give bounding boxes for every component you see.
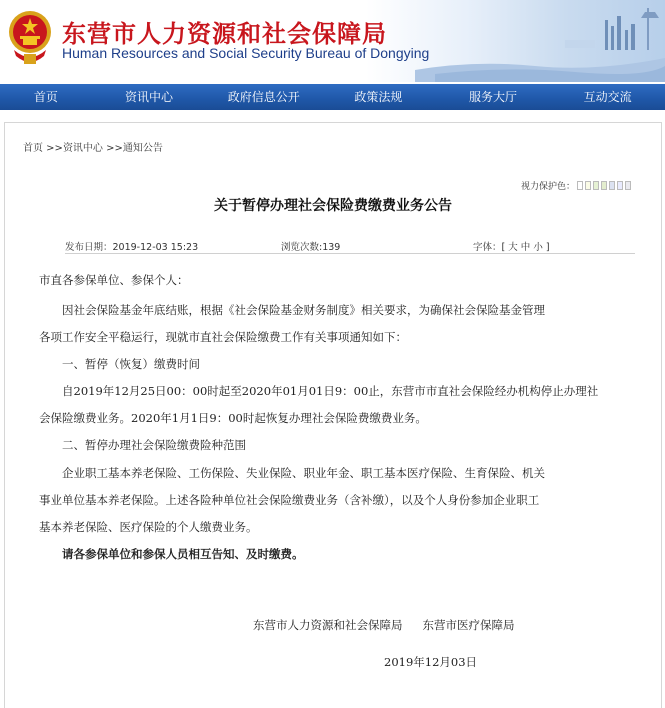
header-landscape-illustration xyxy=(415,0,665,82)
nav-item-home[interactable]: 首页 xyxy=(33,90,58,104)
article-paragraph: 会保险缴费业务。2020年1月1日9：00时起恢复办理社会保险费缴费业务。 xyxy=(39,411,427,425)
article-paragraph: 市直各参保单位、参保个人： xyxy=(39,273,189,287)
vision-swatch[interactable] xyxy=(577,181,583,190)
vision-swatch[interactable] xyxy=(625,181,631,190)
breadcrumb xyxy=(23,139,163,154)
vision-swatch[interactable] xyxy=(593,181,599,190)
breadcrumb-home[interactable]: 首页 xyxy=(23,143,43,154)
signer-hr-bureau: 东营市人力资源和社会保障局 xyxy=(253,618,403,632)
nav-item-service-hall[interactable]: 服务大厅 xyxy=(469,90,518,104)
vision-protection-label: 视力保护色： xyxy=(521,182,576,192)
publish-date: 发布日期：2019-12-03 15:23 xyxy=(65,242,199,253)
article-paragraph: 自2019年12月25日00：00时起至2020年01月01日9：00止，东营市市直社会保险经办机构停止办理社 xyxy=(39,384,599,398)
article-meta xyxy=(65,237,635,254)
article-paragraph: 二、暂停办理社会保险缴费险种范围 xyxy=(39,438,246,452)
content-frame xyxy=(4,122,662,708)
nav-item-gov-info[interactable]: 政府信息公开 xyxy=(227,90,300,104)
site-header xyxy=(0,0,665,82)
national-emblem-icon xyxy=(6,6,54,68)
vision-swatch[interactable] xyxy=(601,181,607,190)
sign-date: 2019年12月03日 xyxy=(384,655,478,669)
site-title-en: Human Resources and Social Security Bureau of Dongying xyxy=(62,45,430,61)
site-title-cn: 东营市人力资源和社会保障局 xyxy=(62,20,387,48)
breadcrumb-separator: >> xyxy=(102,143,123,154)
article-paragraph: 一、暂停（恢复）缴费时间 xyxy=(39,357,200,371)
article-title: 关于暂停办理社会保险费缴费业务公告 xyxy=(214,198,452,214)
article-paragraph: 事业单位基本养老保险。上述各险种单位社会保险缴费业务（含补缴），以及个人身份参加企业职工 xyxy=(39,493,540,507)
article-paragraph: 基本养老保险、医疗保险的个人缴费业务。 xyxy=(39,520,258,534)
vision-protection-bar xyxy=(521,179,631,192)
font-size-bracket: ] xyxy=(545,242,550,253)
article-paragraph: 企业职工基本养老保险、工伤保险、失业保险、职业年金、职工基本医疗保险、生育保险、机关 xyxy=(39,466,545,480)
nav-item-interaction[interactable]: 互动交流 xyxy=(583,90,632,104)
breadcrumb-separator: >> xyxy=(43,143,63,154)
vision-swatch[interactable] xyxy=(617,181,623,190)
font-size-label: 字体：[ xyxy=(473,242,506,253)
article-paragraph-emphasis: 请各参保单位和参保人员相互告知、及时缴费。 xyxy=(39,547,304,561)
nav-item-news-center[interactable]: 资讯中心 xyxy=(125,90,174,104)
breadcrumb-notice[interactable]: 通知公告 xyxy=(122,143,163,154)
view-count: 浏览次数:139 xyxy=(281,242,341,253)
nav-item-policies[interactable]: 政策法规 xyxy=(354,90,403,104)
breadcrumb-news[interactable]: 资讯中心 xyxy=(62,143,103,154)
article-signers xyxy=(253,617,515,633)
signer-medical-bureau: 东营市医疗保障局 xyxy=(422,618,515,632)
font-size-small[interactable]: 小 xyxy=(533,242,543,253)
font-size-large[interactable]: 大 xyxy=(508,242,518,253)
article-paragraph: 各项工作安全平稳运行，现就市直社会保险缴费工作有关事项通知如下： xyxy=(39,330,407,344)
font-size-switcher xyxy=(473,239,550,253)
vision-swatch[interactable] xyxy=(609,181,615,190)
main-nav xyxy=(0,84,665,110)
vision-swatch[interactable] xyxy=(585,181,591,190)
article-paragraph: 因社会保险基金年底结账，根据《社会保险基金财务制度》相关要求，为确保社会保险基金管理 xyxy=(39,303,545,317)
font-size-medium[interactable]: 中 xyxy=(520,242,531,253)
